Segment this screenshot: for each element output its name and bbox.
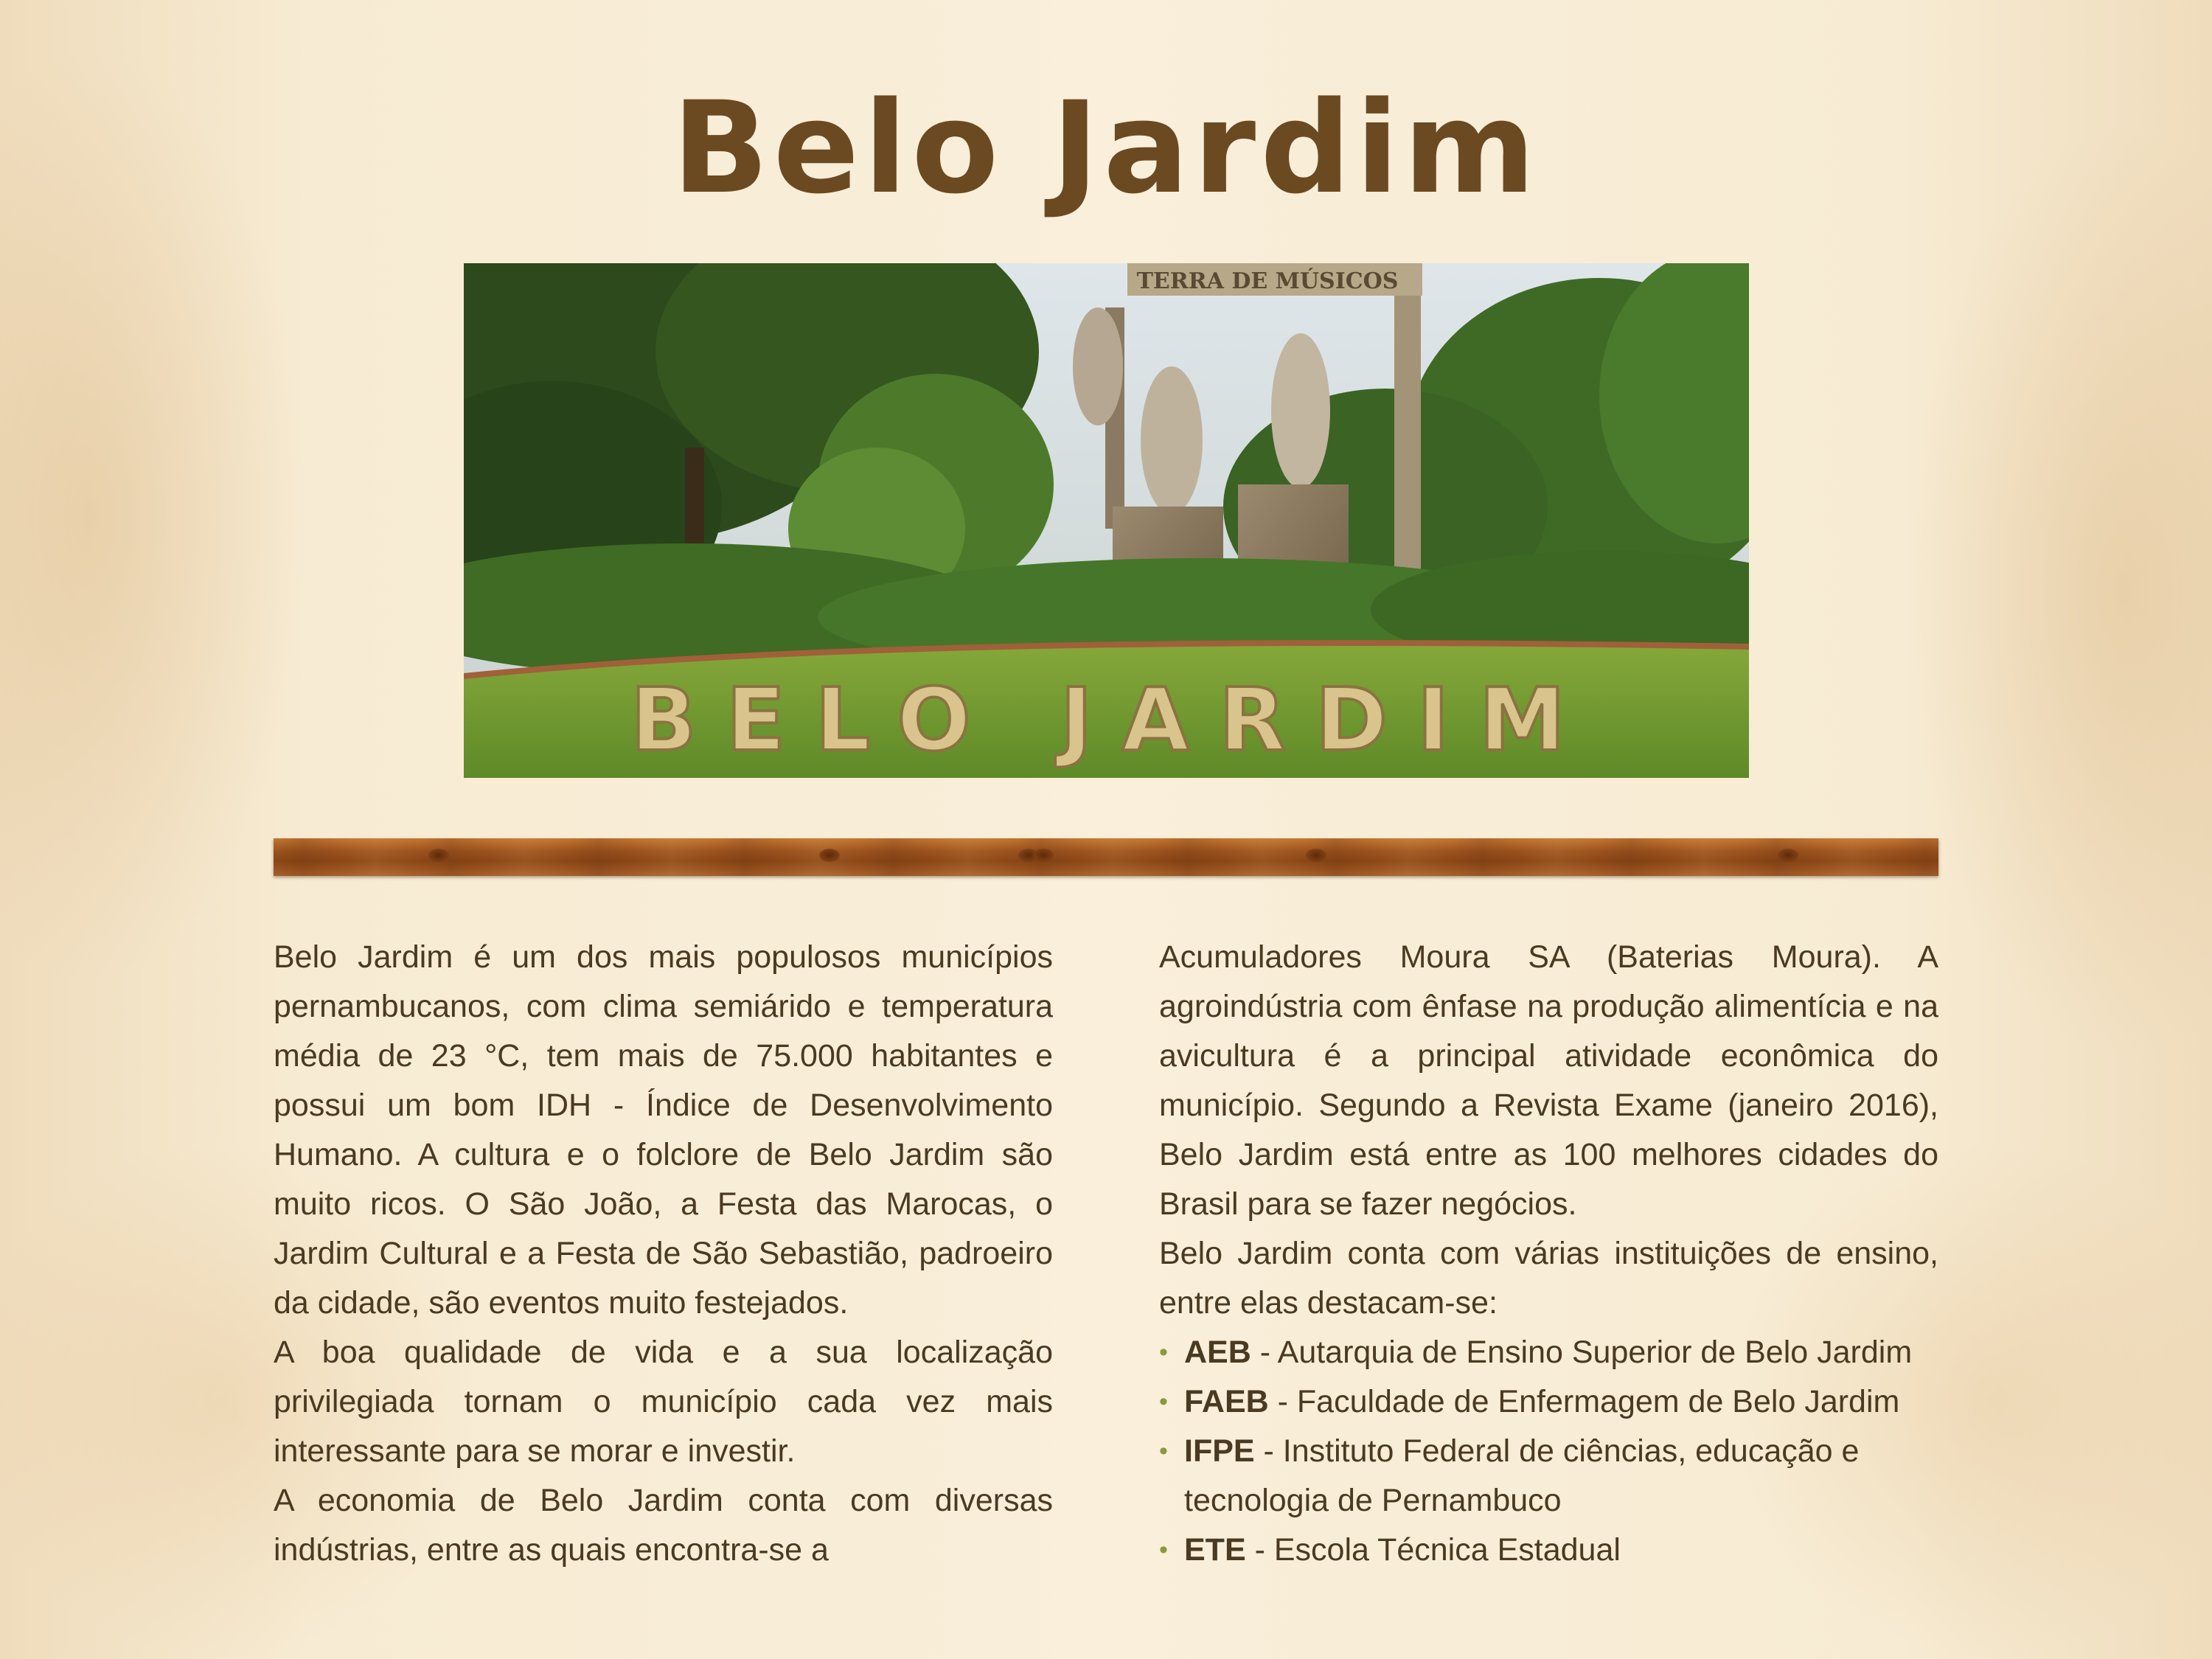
institution-name: - Autarquia de Ensino Superior de Belo Jardim <box>1251 1335 1913 1370</box>
wood-knot <box>428 849 449 862</box>
wood-knot <box>1033 849 1054 862</box>
institution-name: - Faculdade de Enfermagem de Belo Jardim <box>1268 1384 1900 1419</box>
left-text-column <box>274 933 1053 1575</box>
paragraph: Belo Jardim é um dos mais populosos municípios pernambucanos, com clima semiárido e temperatura média de 23 °C, tem mais de 75.000 habitantes e possui um bom IDH - Índice de Desenvolvimento Humano. A cultura e o folclore de Belo Jardim são muito ricos. O São João, a Festa das Marocas, o Jardim Cultural e a Festa de São Sebastião, padroeiro da cidade, são eventos muito festejados. <box>274 939 1053 1321</box>
institution-name: - Escola Técnica Estadual <box>1245 1532 1621 1568</box>
wood-knot <box>1778 849 1798 862</box>
garden-letters: BELO JARDIM <box>630 669 1596 771</box>
institutions-list <box>1159 1328 1938 1575</box>
institution-acronym: AEB <box>1184 1335 1251 1370</box>
bullet-icon: • <box>1159 1437 1168 1465</box>
right-text-column <box>1159 933 1938 1575</box>
paragraph: Acumuladores Moura SA (Baterias Moura). A agroindústria com ênfase na produção alimentícia e na avicultura é a principal atividade econômica do município. Segundo a Revista Exame (janeiro 2016), Belo Jardim está entre as 100 melhores cidades do Brasil para se fazer negócios. <box>1159 939 1938 1222</box>
list-item <box>1159 1526 1938 1575</box>
institution-acronym: FAEB <box>1184 1384 1269 1419</box>
list-item <box>1159 1377 1938 1427</box>
list-item <box>1159 1427 1938 1526</box>
paragraph: Belo Jardim conta com várias instituições de ensino, entre elas destacam-se: <box>1159 1236 1938 1321</box>
list-item <box>1159 1328 1938 1377</box>
town-entrance-photo <box>464 263 1749 778</box>
institution-acronym: ETE <box>1184 1532 1246 1568</box>
sign-text: TERRA DE MÚSICOS <box>1136 268 1399 294</box>
institution-acronym: IFPE <box>1184 1433 1255 1469</box>
page-title: Belo Jardim <box>672 74 1540 222</box>
institution-name: - Instituto Federal de ciências, educação e tecnologia de Pernambuco <box>1184 1433 1860 1518</box>
wood-knot <box>1306 849 1326 862</box>
wood-knot <box>819 849 840 862</box>
paragraph: A economia de Belo Jardim conta com diversas indústrias, entre as quais encontra-se a <box>274 1483 1053 1568</box>
wood-divider <box>274 838 1938 876</box>
paragraph: A boa qualidade de vida e a sua localização privilegiada tornam o município cada vez mais interessante para se morar e investir. <box>274 1335 1053 1469</box>
bullet-icon: • <box>1159 1536 1168 1564</box>
bullet-icon: • <box>1159 1338 1168 1366</box>
bullet-icon: • <box>1159 1388 1168 1416</box>
